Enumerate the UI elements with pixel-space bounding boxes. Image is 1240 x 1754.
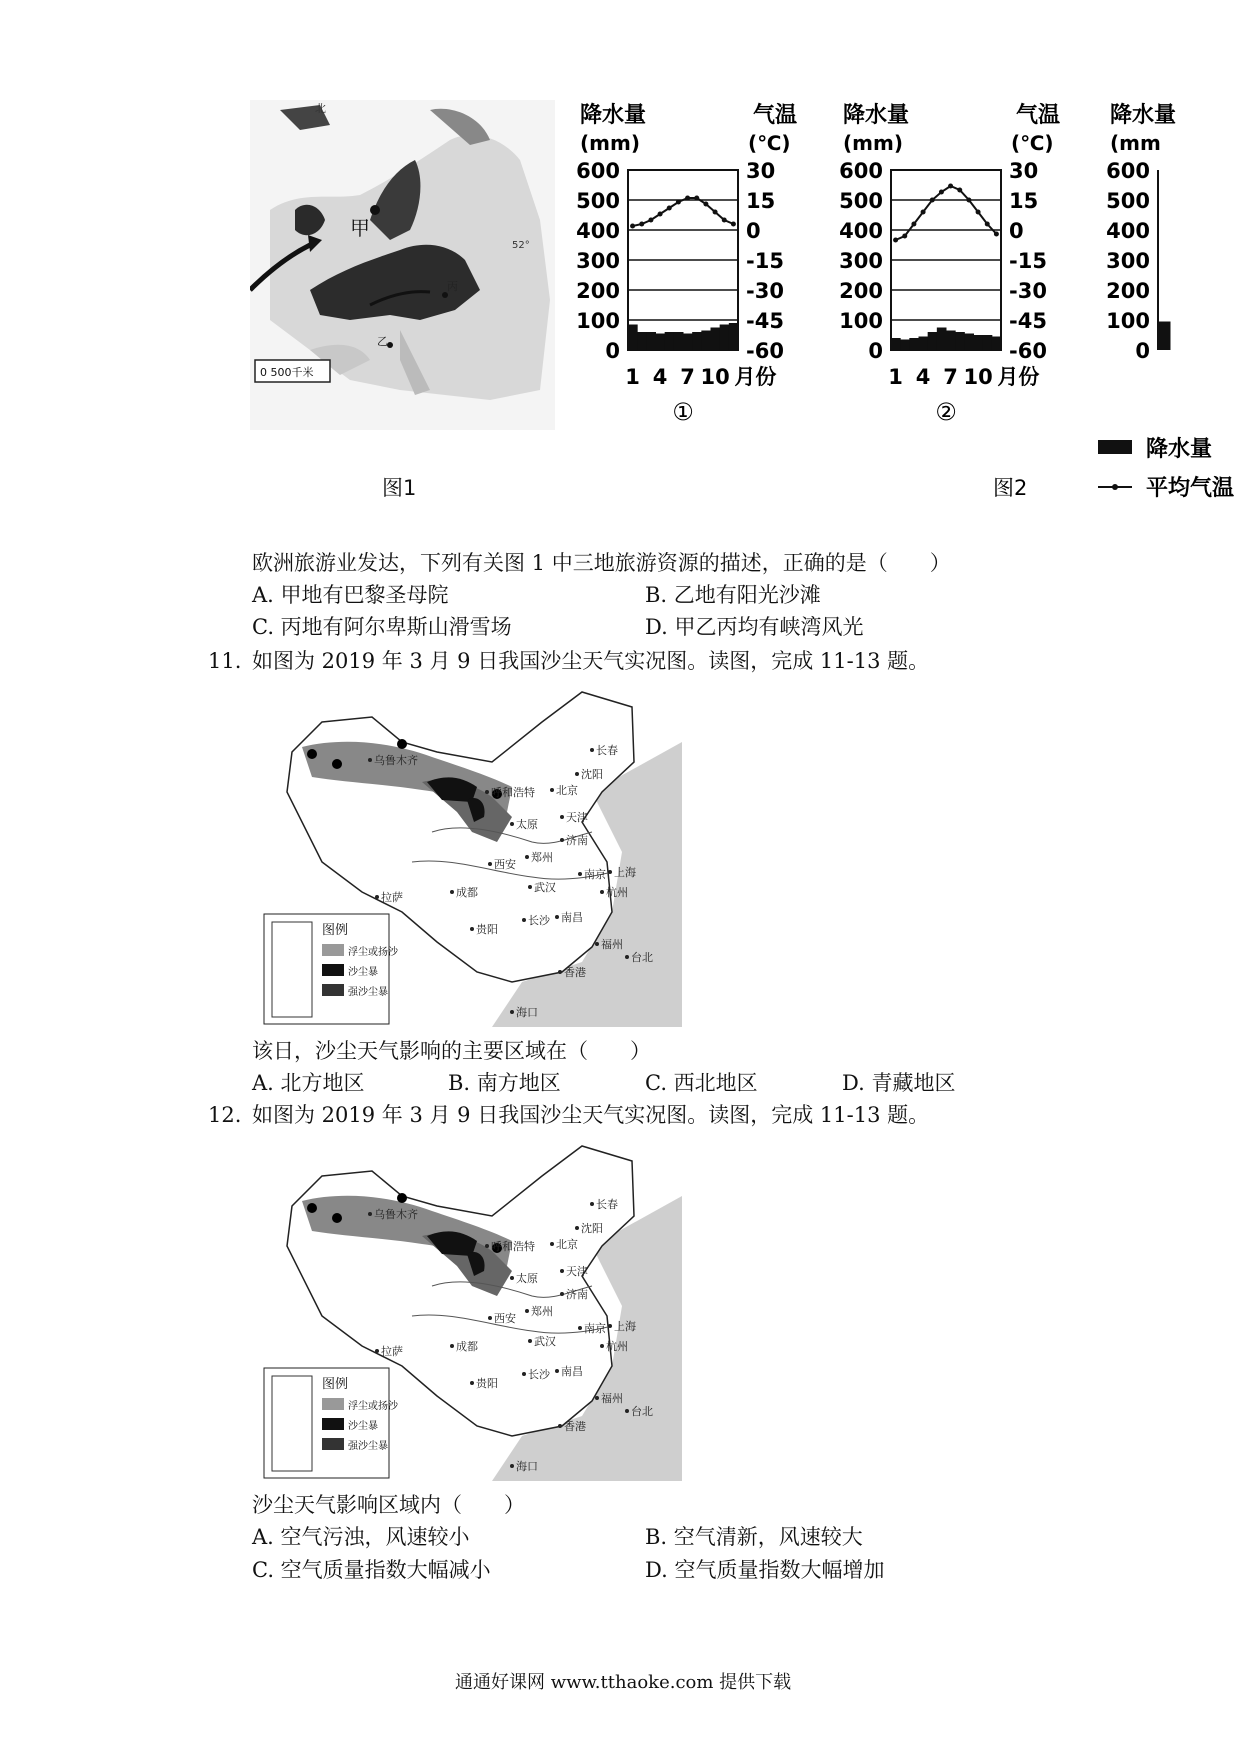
map-legend-swatch <box>322 984 344 996</box>
chart2-temp-point <box>911 222 916 227</box>
chart2-temp-point <box>957 188 962 193</box>
city-dot <box>470 927 474 931</box>
city-dot <box>488 862 492 866</box>
legend-precip-swatch <box>1098 440 1132 454</box>
chart1-x-tick: 4 <box>652 365 668 389</box>
strong-sandstorm-spot <box>397 1193 407 1203</box>
city-label: 杭州 <box>606 886 628 899</box>
scale-bar: 0 500千米 <box>260 366 314 379</box>
city-dot <box>578 872 582 876</box>
q11-stem: 该日，沙尘天气影响的主要区域在（ ） <box>252 1039 651 1063</box>
china-dust-map <box>262 682 682 1027</box>
city-dot <box>560 1269 564 1273</box>
chart1-precip-bar <box>656 334 666 351</box>
map-legend-label: 强沙尘暴 <box>348 1441 388 1452</box>
city-dot <box>608 870 612 874</box>
city-dot <box>368 758 372 762</box>
chart2-temp-point <box>930 198 935 203</box>
map-legend-swatch <box>322 964 344 976</box>
city-label: 呼和浩特 <box>491 786 535 799</box>
map-legend-swatch <box>322 1418 344 1430</box>
chart2-temp-point <box>939 190 944 195</box>
chart3-left-tick: 300 <box>1106 249 1150 273</box>
chart1-temp-line <box>633 198 734 226</box>
q10-option-b[interactable]: B. 乙地有阳光沙滩 <box>645 583 821 607</box>
chart2-precip-bar <box>919 337 929 351</box>
city-label: 成都 <box>456 886 478 899</box>
chart1-x-tick: 10 <box>700 365 730 389</box>
chart2-precip-bar <box>928 332 938 350</box>
city-label: 济南 <box>566 1288 588 1301</box>
chart1-precip-bar <box>711 328 721 351</box>
chart1-right-tick: 30 <box>746 159 776 183</box>
figure1-map <box>250 100 555 430</box>
label-ji: 甲 <box>350 216 370 240</box>
map-legend-title: 图例 <box>322 1377 349 1392</box>
strong-sandstorm-spot <box>397 739 407 749</box>
city-label: 乌鲁木齐 <box>374 754 418 767</box>
city-label: 北京 <box>556 784 578 797</box>
map-legend-title: 图例 <box>322 923 349 938</box>
city-label: 太原 <box>516 818 538 831</box>
chart2-temp-point <box>985 222 990 227</box>
chart1-ylabel-right: 气温 <box>753 103 798 128</box>
chart1-right-tick: -45 <box>746 309 784 333</box>
chart2-temp-point <box>948 184 953 189</box>
q10-option-d[interactable]: D. 甲乙丙均有峡湾风光 <box>645 615 864 639</box>
chart2-right-tick: 15 <box>1009 189 1039 213</box>
q11-intro: 如图为 2019 年 3 月 9 日我国沙尘天气实况图。读图，完成 11-13 题。 <box>252 649 930 673</box>
chart2-label: ② <box>935 398 957 426</box>
city-dot <box>510 1010 514 1014</box>
q11-option-b[interactable]: B. 南方地区 <box>448 1071 561 1095</box>
label-north: 北 <box>315 102 326 115</box>
city-label: 长春 <box>596 1198 618 1211</box>
city-label: 台北 <box>631 1405 653 1418</box>
chart1-temp-point <box>676 200 681 205</box>
chart2-precip-bar <box>974 335 984 350</box>
city-label: 南京 <box>584 868 606 881</box>
chart1-left-tick: 300 <box>576 249 620 273</box>
city-dot <box>595 1396 599 1400</box>
chart2-ylabel-right-unit: (℃) <box>1011 131 1054 155</box>
chart2-x-tick: 1 <box>888 365 903 389</box>
city-label: 福州 <box>601 938 623 951</box>
city-label: 杭州 <box>606 1340 628 1353</box>
city-label: 呼和浩特 <box>491 1240 535 1253</box>
map-legend-label: 浮尘或扬沙 <box>348 1401 398 1412</box>
city-label: 南京 <box>584 1322 606 1335</box>
city-dot <box>522 918 526 922</box>
city-dot <box>600 1344 604 1348</box>
chart2-precip-bar <box>937 328 947 351</box>
chart2-precip-bar <box>891 338 901 350</box>
chart1-temp-point <box>694 196 699 201</box>
city-label: 海口 <box>516 1460 538 1473</box>
chart1-precip-bar <box>729 323 739 350</box>
chart1-precip-bar <box>637 332 647 350</box>
city-dot <box>575 1226 579 1230</box>
chart2-xlabel: 月份 <box>997 365 1040 389</box>
map-legend-label: 沙尘暴 <box>348 1421 378 1432</box>
city-dot <box>550 1242 554 1246</box>
chart1-right-tick: -60 <box>746 339 784 363</box>
city-label: 南昌 <box>561 911 583 924</box>
chart2-left-tick: 0 <box>868 339 883 363</box>
city-label: 乌鲁木齐 <box>374 1208 418 1221</box>
city-label: 上海 <box>614 1320 636 1333</box>
strong-sandstorm-spot <box>332 1213 342 1223</box>
city-dot <box>625 955 629 959</box>
label-lat: 52° <box>512 240 530 251</box>
chart2-precip-bar <box>992 337 1002 351</box>
city-dot <box>590 748 594 752</box>
south-sea-inset <box>272 922 312 1017</box>
legend-temp-marker <box>1112 484 1118 490</box>
city-label: 天津 <box>566 811 588 824</box>
city-dot <box>578 1326 582 1330</box>
figure2-caption: 图2 <box>993 476 1028 500</box>
chart1-precip-bar <box>683 334 693 351</box>
chart1-xlabel: 月份 <box>734 365 777 389</box>
chart2-precip-bar <box>900 340 910 351</box>
chart1-left-tick: 0 <box>605 339 620 363</box>
city-label: 长春 <box>596 744 618 757</box>
city-label: 郑州 <box>531 1305 553 1318</box>
chart2-left-tick: 300 <box>839 249 883 273</box>
page-footer[interactable]: 通通好课网 www.tthaoke.com 提供下载 <box>455 1672 792 1693</box>
chart2-right-tick: -30 <box>1009 279 1047 303</box>
city-dot <box>450 1344 454 1348</box>
city-label: 贵阳 <box>476 1377 498 1390</box>
city-label: 海口 <box>516 1006 538 1019</box>
city-dot <box>560 1292 564 1296</box>
chart3-left-tick: 200 <box>1106 279 1150 303</box>
city-label: 拉萨 <box>381 1345 403 1358</box>
city-label: 台北 <box>631 951 653 964</box>
q12-option-a[interactable]: A. 空气污浊，风速较小 <box>252 1525 470 1549</box>
city-label: 郑州 <box>531 851 553 864</box>
chart1-right-tick: -15 <box>746 249 784 273</box>
legend-precip-label: 降水量 <box>1146 437 1213 462</box>
europe-map <box>250 100 555 430</box>
city-dot <box>510 1276 514 1280</box>
city-dot <box>550 788 554 792</box>
city-dot <box>510 1464 514 1468</box>
chart1-right-tick: -30 <box>746 279 784 303</box>
city-dot <box>560 838 564 842</box>
chart3-ylabel-left: 降水量 <box>1110 103 1177 128</box>
chart1-ylabel-right-unit: (℃) <box>748 131 791 155</box>
chart1-precip-bar <box>674 332 684 350</box>
q12-option-d[interactable]: D. 空气质量指数大幅增加 <box>645 1558 885 1582</box>
figure1-caption: 图1 <box>382 476 417 500</box>
chart1-right-tick: 0 <box>746 219 761 243</box>
q12-option-b[interactable]: B. 空气清新，风速较大 <box>645 1525 863 1549</box>
chart1-precip-bar <box>628 325 638 351</box>
city-dot <box>560 815 564 819</box>
chart1-x-tick: 7 <box>680 365 695 389</box>
chart2-ylabel-left-unit: (mm) <box>843 131 903 155</box>
city-dot <box>368 1212 372 1216</box>
city-label: 西安 <box>494 858 516 871</box>
city-dot <box>450 890 454 894</box>
chart1-left-tick: 500 <box>576 189 620 213</box>
city-dot <box>558 970 562 974</box>
city-dot <box>485 1244 489 1248</box>
chart1-left-tick: 400 <box>576 219 620 243</box>
q12-china-map <box>262 1136 682 1481</box>
city-dot <box>575 772 579 776</box>
chart1-temp-point <box>703 202 708 207</box>
chart1-precip-bar <box>701 331 711 351</box>
chart1-precip-bar <box>665 332 675 350</box>
chart2-right-tick: -15 <box>1009 249 1047 273</box>
chart2-x-tick: 7 <box>943 365 958 389</box>
china-dust-map <box>262 1136 682 1481</box>
chart2-x-tick: 4 <box>915 365 931 389</box>
city-dot <box>525 855 529 859</box>
city-label: 贵阳 <box>476 923 498 936</box>
chart2-right-tick: 0 <box>1009 219 1024 243</box>
q12-intro: 如图为 2019 年 3 月 9 日我国沙尘天气实况图。读图，完成 11-13 题。 <box>252 1103 930 1127</box>
chart2-precip-bar <box>909 338 919 350</box>
strong-sandstorm-spot <box>307 1203 317 1213</box>
chart2-temp-point <box>994 232 999 237</box>
q10-option-c[interactable]: C. 丙地有阿尔卑斯山滑雪场 <box>252 615 512 639</box>
chart3-left-tick: 500 <box>1106 189 1150 213</box>
city-label: 香港 <box>564 1420 586 1433</box>
city-dot <box>600 890 604 894</box>
chart1-precip-bar <box>646 332 656 350</box>
city-dot <box>470 1381 474 1385</box>
label-bing: 丙 <box>447 280 458 293</box>
chart1-left-tick: 200 <box>576 279 620 303</box>
chart2-left-tick: 200 <box>839 279 883 303</box>
city-label: 天津 <box>566 1265 588 1278</box>
city-label: 太原 <box>516 1272 538 1285</box>
climate-charts <box>568 100 1240 500</box>
chart1-temp-point <box>713 210 718 215</box>
city-label: 上海 <box>614 866 636 879</box>
city-label: 长沙 <box>528 1368 550 1381</box>
chart1-temp-point <box>658 212 663 217</box>
chart2-left-tick: 600 <box>839 159 883 183</box>
city-dot <box>522 1372 526 1376</box>
map-legend-swatch <box>322 944 344 956</box>
city-dot <box>485 790 489 794</box>
map-legend-label: 浮尘或扬沙 <box>348 947 398 958</box>
chart1-temp-point <box>648 218 653 223</box>
chart1-temp-point <box>630 224 635 229</box>
label-yi: 乙 <box>377 335 388 348</box>
chart1-temp-point <box>722 218 727 223</box>
city-label: 福州 <box>601 1392 623 1405</box>
chart1-precip-bar <box>720 325 730 351</box>
chart2-left-tick: 400 <box>839 219 883 243</box>
chart2-precip-bar <box>946 331 956 351</box>
chart3-left-tick: 100 <box>1106 309 1150 333</box>
chart2-precip-bar <box>983 335 993 350</box>
chart3-ylabel-left-unit: (mm <box>1110 131 1161 155</box>
chart2-ylabel-left: 降水量 <box>843 103 910 128</box>
city-dot <box>528 885 532 889</box>
q11-china-map <box>262 682 682 1027</box>
chart2-right-tick: -45 <box>1009 309 1047 333</box>
chart1-label: ① <box>672 398 694 426</box>
city-dot <box>375 1349 379 1353</box>
chart1-temp-point <box>685 196 690 201</box>
chart1-ylabel-left-unit: (mm) <box>580 131 640 155</box>
q11-option-d[interactable]: D. 青藏地区 <box>842 1071 956 1095</box>
q12-number: 12. <box>208 1103 242 1127</box>
figure2-charts <box>568 100 1240 500</box>
chart1-ylabel-left: 降水量 <box>580 103 647 128</box>
q10-option-a[interactable]: A. 甲地有巴黎圣母院 <box>252 583 449 607</box>
chart1-temp-point <box>731 222 736 227</box>
city-label: 拉萨 <box>381 891 403 904</box>
city-label: 武汉 <box>534 1335 556 1348</box>
city-dot <box>558 1424 562 1428</box>
chart3-left-tick: 0 <box>1135 339 1150 363</box>
chart2-temp-point <box>921 210 926 215</box>
q11-number: 11. <box>208 649 242 673</box>
chart2-temp-point <box>966 198 971 203</box>
chart2-temp-point <box>902 234 907 239</box>
city-label: 武汉 <box>534 881 556 894</box>
city-dot <box>608 1324 612 1328</box>
chart1-left-tick: 600 <box>576 159 620 183</box>
map-legend-swatch <box>322 1398 344 1410</box>
city-label: 南昌 <box>561 1365 583 1378</box>
city-dot <box>525 1309 529 1313</box>
city-label: 沈阳 <box>581 768 603 781</box>
q11-option-a[interactable]: A. 北方地区 <box>252 1071 365 1095</box>
chart3-left-tick: 400 <box>1106 219 1150 243</box>
city-dot <box>595 942 599 946</box>
city-label: 成都 <box>456 1340 478 1353</box>
city-dot <box>590 1202 594 1206</box>
city-dot <box>555 1369 559 1373</box>
q12-stem: 沙尘天气影响区域内（ ） <box>252 1493 525 1517</box>
strong-sandstorm-spot <box>307 749 317 759</box>
strong-sandstorm-spot <box>332 759 342 769</box>
chart1-x-tick: 1 <box>625 365 640 389</box>
chart1-precip-bar <box>692 332 702 350</box>
map-legend-swatch <box>322 1438 344 1450</box>
chart2-temp-point <box>893 238 898 243</box>
city-dot <box>625 1409 629 1413</box>
chart2-temp-point <box>976 210 981 215</box>
city-dot <box>555 915 559 919</box>
chart2-right-tick: 30 <box>1009 159 1039 183</box>
legend-temp-label: 平均气温 <box>1146 476 1235 500</box>
south-sea-inset <box>272 1376 312 1471</box>
chart2-left-tick: 100 <box>839 309 883 333</box>
chart3-precip-bar <box>1158 322 1171 351</box>
chart2-left-tick: 500 <box>839 189 883 213</box>
map-legend-label: 沙尘暴 <box>348 967 378 978</box>
chart2-precip-bar <box>955 332 965 350</box>
chart2-precip-bar <box>964 334 974 351</box>
chart1-temp-point <box>639 222 644 227</box>
city-label: 西安 <box>494 1312 516 1325</box>
city-dot <box>488 1316 492 1320</box>
chart2-right-tick: -60 <box>1009 339 1047 363</box>
city-label: 北京 <box>556 1238 578 1251</box>
city-dot <box>375 895 379 899</box>
chart1-left-tick: 100 <box>576 309 620 333</box>
city-dot <box>528 1339 532 1343</box>
chart1-right-tick: 15 <box>746 189 776 213</box>
map-legend-label: 强沙尘暴 <box>348 987 388 998</box>
q10-stem: 欧洲旅游业发达，下列有关图 1 中三地旅游资源的描述，正确的是（ ） <box>252 551 951 575</box>
chart1-temp-point <box>667 206 672 211</box>
city-dot <box>510 822 514 826</box>
city-label: 香港 <box>564 966 586 979</box>
city-label: 济南 <box>566 834 588 847</box>
chart3-left-tick: 600 <box>1106 159 1150 183</box>
city-label: 长沙 <box>528 914 550 927</box>
q12-option-c[interactable]: C. 空气质量指数大幅减小 <box>252 1558 491 1582</box>
city-label: 沈阳 <box>581 1222 603 1235</box>
chart2-ylabel-right: 气温 <box>1016 103 1061 128</box>
chart2-temp-line <box>896 186 997 240</box>
chart2-x-tick: 10 <box>963 365 993 389</box>
q11-option-c[interactable]: C. 西北地区 <box>645 1071 758 1095</box>
